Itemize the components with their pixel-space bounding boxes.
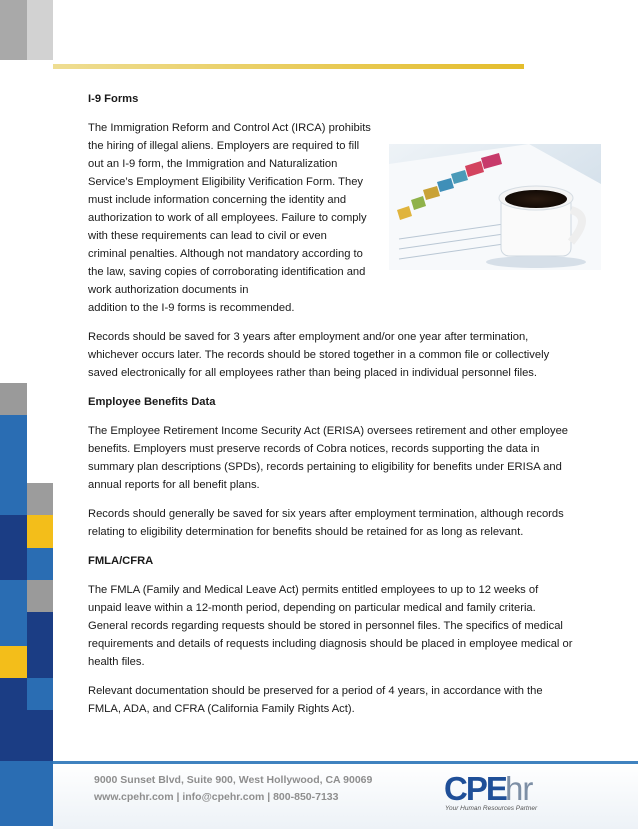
- i9-line: Service’s Employment Eligibility Verification Form. They: [88, 176, 364, 188]
- heading-fmla-cfra: FMLA/CFRA: [88, 555, 154, 567]
- strip-block: [0, 678, 27, 710]
- i9-line: out an I-9 form, the Immigration and Naturalization: [88, 158, 338, 170]
- heading-employee-benefits: Employee Benefits Data: [88, 396, 216, 408]
- heading-i9-forms: I-9 Forms: [88, 93, 139, 105]
- strip-block: [27, 646, 53, 678]
- strip-block: [0, 383, 27, 415]
- strip-block: [27, 548, 53, 580]
- strip-block: [0, 761, 53, 826]
- strip-block: [27, 515, 53, 548]
- i9-line: authorization to work of all employees. Failure to comply: [88, 212, 367, 224]
- footer-contact: [94, 772, 372, 806]
- strip-block: [0, 415, 27, 515]
- strip-block: [0, 0, 27, 60]
- strip-block: [0, 612, 27, 646]
- i9-line: criminal penalties. Although not mandatory according to: [88, 248, 363, 260]
- benefits-paragraph-1: The Employee Retirement Income Security Act (ERISA) oversees retirement and other employee benefits. Employers must preserve records of Cobra notices, records supporting the data in summary plan descriptions (SPDs), records pertaining to eligibility for benefits under ERISA and annual reports for all benefit plans.: [88, 425, 569, 491]
- strip-block: [27, 612, 53, 646]
- document-body: [88, 90, 573, 729]
- i9-line: with these requirements can lead to civil or even: [88, 230, 327, 242]
- benefits-paragraph-2: Records should generally be saved for six years after employment termination, although records relating to eligibility determination for benefits should be retained for as long as relevant.: [88, 508, 564, 538]
- i9-line: The Immigration Reform and Control Act (IRCA) prohibits: [88, 122, 371, 134]
- strip-block: [27, 0, 53, 60]
- footer-address: 9000 Sunset Blvd, Suite 900, West Hollywood, CA 90069: [94, 774, 373, 786]
- i9-line: the law, saving copies of corroborating identification and work authorization documents in: [88, 266, 366, 296]
- strip-block: [0, 580, 27, 612]
- footer-contact-links[interactable]: www.cpehr.com | info@cpehr.com | 800-850-7133: [94, 791, 339, 803]
- strip-block: [27, 483, 53, 515]
- logo-hr-text: hr: [505, 770, 533, 807]
- strip-block: [27, 678, 53, 710]
- i9-line: the hiring of illegal aliens. Employers are required to fill: [88, 140, 360, 152]
- left-decorative-strip: [0, 0, 53, 826]
- header-gold-rule: [53, 64, 524, 69]
- coffee-photo-graphic: [389, 144, 601, 270]
- strip-block: [27, 580, 53, 612]
- i9-line: must include information concerning the identity and: [88, 194, 347, 206]
- cpehr-logo: [444, 771, 544, 815]
- i9-paragraph-2: Records should be saved for 3 years after employment and/or one year after termination, whichever occurs later. The records should be stored together in a common file or collectively saved electronically for all employees rather than being placed in individual personnel files.: [88, 331, 550, 379]
- strip-block: [0, 515, 27, 580]
- fmla-paragraph-2: Relevant documentation should be preserved for a period of 4 years, in accordance with the FMLA, ADA, and CFRA (California Family Rights Act).: [88, 685, 543, 715]
- strip-block: [0, 646, 27, 678]
- i9-line: addition to the I-9 forms is recommended.: [88, 302, 295, 314]
- strip-block: [0, 710, 53, 761]
- logo-cpe-text: CPE: [444, 770, 506, 807]
- fmla-paragraph-1: The FMLA (Family and Medical Leave Act) permits entitled employees to up to 12 weeks of unpaid leave within a 12-month period, depending on particular medical and family criteria. General records regarding requests should be stored in personnel files. The specifics of medical requirements and details of requests including diagnosis should be placed in employee medical or health files.: [88, 584, 573, 668]
- logo-tagline: Your Human Resources Partner: [445, 805, 538, 812]
- coffee-documents-photo: [389, 144, 601, 270]
